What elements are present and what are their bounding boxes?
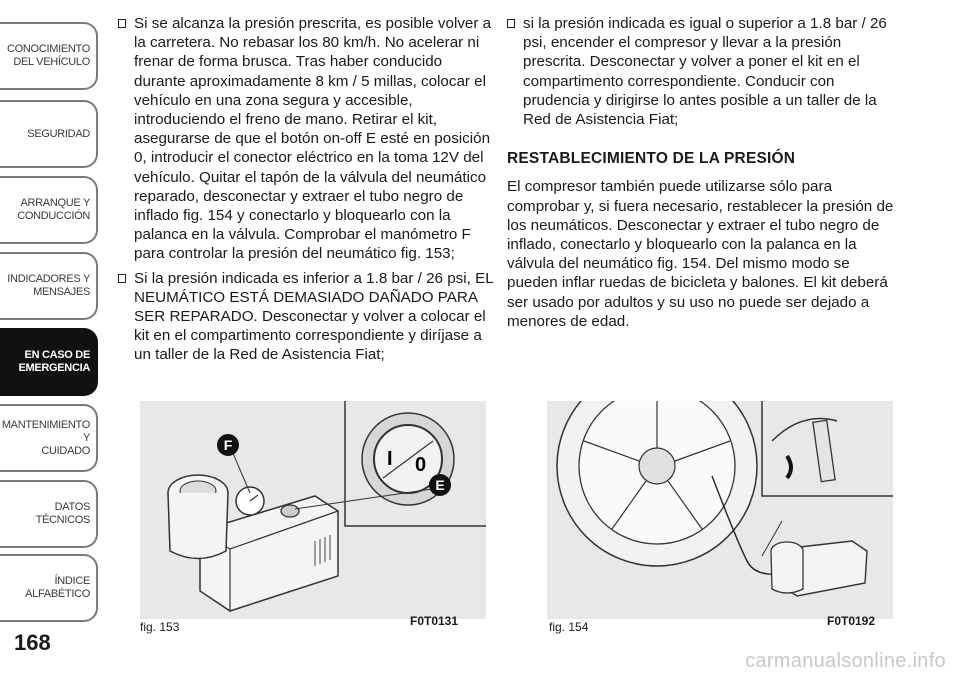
tab-arranque-y-conduccion[interactable] [0,176,98,244]
tab-label: ARRANQUE Y CONDUCCIÓN [17,197,90,222]
lever-arrow-icon [787,456,791,478]
chapter-sidebar [0,0,100,620]
tab-datos-tecnicos[interactable] [0,480,98,548]
tab-label: ÍNDICE ALFABÉTICO [25,575,90,600]
tab-label: CONOCIMIENTO DEL VEHÍCULO [7,43,90,68]
callout-e: E [435,477,445,493]
bullet-item: Si se alcanza la presión prescrita, es posible volver a la carretera. No rebasar los 80 km/h. No acelerar ni frenar de forma brusca. Tras haber conducido durante aproximadamente 8 km / 5 millas, colocar el vehículo en una zona segura y accesible, introduciendo el freno de mano. Retirar el kit, asegurarse de que el botón on-off E esté en posición 0, introducir el conector eléctrico en la toma 12V del vehículo. Quitar el tapón de la válvula del neumático reparado, desconectar y extraer el tubo negro de inflado fig. 154 y conectarlo y bloquearlo con la palanca en la válvula. Comprobar el manómetro F para controlar la presión del neumático fig. 153; [118,14,496,264]
figure-154-tyre-inflation [547,401,893,619]
callout-f: F [223,437,233,453]
on-off-button-icon [281,505,299,517]
switch-label-off: 0 [415,454,427,476]
tab-conocimiento-del-vehiculo[interactable] [0,22,98,90]
watermark: carmanualsonline.info [745,650,946,672]
tab-en-caso-de-emergencia[interactable] [0,328,98,396]
tab-label: EN CASO DE EMERGENCIA [18,349,90,374]
figure-code: F0T0131 [410,614,459,628]
tab-mantenimiento-y-cuidado[interactable] [0,404,98,472]
bullet-item: si la presión indicada es igual o superior a 1.8 bar / 26 psi, encender el compresor y llevar a la presión prescrita. Desconectar y volver a poner el kit en el compartimento correspondiente. Conducir con prudencia y dirigirse lo antes posible a un taller de la Red de Asistencia Fiat; [507,14,897,129]
compressor-illustration [140,401,486,619]
right-text-column [507,14,897,331]
figure-caption: fig. 153 [140,620,180,634]
tab-seguridad[interactable] [0,100,98,168]
tyre-inflation-illustration [547,401,893,619]
tab-indice-alfabetico[interactable] [0,554,98,622]
figure-code: F0T0192 [827,614,876,628]
tab-label: DATOS TÉCNICOS [35,501,90,526]
figure-caption: fig. 154 [549,620,589,634]
tab-label: SEGURIDAD [27,127,90,140]
tab-indicadores-y-mensajes[interactable] [0,252,98,320]
body-paragraph: El compresor también puede utilizarse sólo para comprobar y, si fuera necesario, restablecer la presión de los neumáticos. Desconectar y extraer el tubo negro de inflado, conectarlo y bloquearlo con la palanca en la válvula del neumático fig. 154. Del mismo modo se pueden inflar ruedas de bicicleta y balones. El kit deberá ser usado por adultos y su uso no puede ser dejado a menores de edad. [507,178,894,330]
page-number: 168 [14,630,51,655]
bullet-item: Si la presión indicada es inferior a 1.8 bar / 26 psi, EL NEUMÁTICO ESTÁ DEMASIADO DAÑADO PARA SER REPARADO. Desconectar y volver a colocar el kit en el compartimento correspondiente y diríjase a un taller de la Red de Asistencia Fiat; [118,269,496,365]
switch-label-on: I [387,448,393,470]
tab-label: INDICADORES Y MENSAJES [7,273,90,298]
left-text-column [118,14,496,370]
tab-label: MANTENIMIENTO Y CUIDADO [1,418,90,457]
figure-153-compressor [140,401,486,619]
section-heading: RESTABLECIMIENTO DE LA PRESIÓN [507,150,796,168]
